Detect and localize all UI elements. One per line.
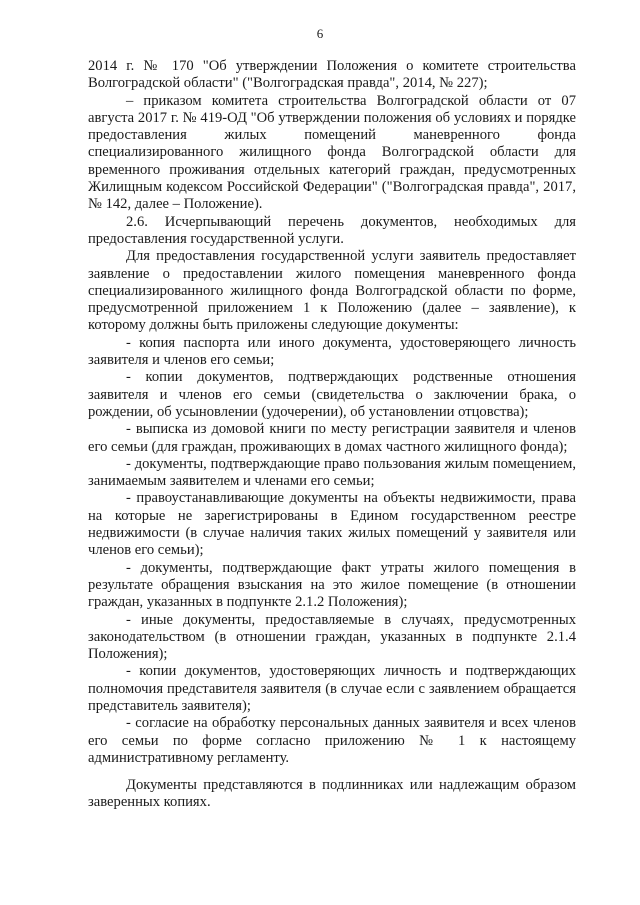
list-item-house-register-extract: - выписка из домовой книги по месту регистрации заявителя и членов его семьи (для граждан, проживающих в домах частного жилищного фонда); xyxy=(88,421,576,455)
page-number: 6 xyxy=(316,26,324,41)
list-item-passport-copy: - копия паспорта или иного документа, удостоверяющего личность заявителя и членов его семьи; xyxy=(88,334,576,369)
paragraph-document-form: Документы представляются в подлинниках или надлежащим образом заверенных копиях. xyxy=(88,777,576,811)
list-item-title-documents: - правоустанавливающие документы на объекты недвижимости, права на которые не зарегистрированы в Едином государственном реестре недвижимости (в случае наличия таких жилых помещений у заявителя или членов его семьи); xyxy=(88,490,576,559)
list-item-right-of-use-documents: - документы, подтверждающие право пользования жилым помещением, занимаемым заявителем и членами его семьи; xyxy=(88,455,576,490)
paragraph-order-reference: – приказом комитета строительства Волгоградской области от 07 августа 2017 г. № 419-ОД "Об утверждении положения об условиях и порядке предоставления жилых помещений маневренного фонда специализированного жилищного фонда Волгоградской области для временного проживания отдельных категорий граждан, предусмотренных Жилищным кодексом Российской Федерации" ("Волгоградская правда", 2017, № 142, далее – Положение). xyxy=(88,92,576,213)
list-item-loss-of-housing-documents: - документы, подтверждающие факт утраты жилого помещения в результате обращения взыскания на это жилое помещение (в отношении граждан, указанных в подпункте 2.1.2 Положения); xyxy=(88,559,576,611)
paragraph-continuation: 2014 г. № 170 "Об утверждении Положения о комитете строительства Волгоградской области" ("Волгоградская правда", 2014, № 227); xyxy=(88,58,576,92)
list-item-kinship-documents: - копии документов, подтверждающих родственные отношения заявителя и членов его семьи (свидетельства о заключении брака, о рождении, об усыновлении (удочерении), об установлении отцовства); xyxy=(88,369,576,420)
list-item-other-documents: - иные документы, предоставляемые в случаях, предусмотренных законодательством (в отношении граждан, указанных в подпункте 2.1.4 Положения); xyxy=(88,611,576,663)
section-heading-2-6: 2.6. Исчерпывающий перечень документов, необходимых для предоставления государственной услуги. xyxy=(88,213,576,247)
paragraph-application-requirements: Для предоставления государственной услуги заявитель предоставляет заявление о предоставлении жилого помещения маневренного фонда специализированного жилищного фонда Волгоградской области по форме, предусмотренной приложением 1 к Положению (далее – заявление), к которому должны быть приложены следующие документы: xyxy=(88,248,576,334)
document-body xyxy=(88,58,576,812)
list-item-representative-documents: - копии документов, удостоверяющих личность и подтверждающих полномочия представителя заявителя (в случае если с заявлением обращается представитель заявителя); xyxy=(88,663,576,714)
list-item-personal-data-consent: - согласие на обработку персональных данных заявителя и всех членов его семьи по форме согласно приложению № 1 к настоящему административному регламенту. xyxy=(88,715,576,766)
